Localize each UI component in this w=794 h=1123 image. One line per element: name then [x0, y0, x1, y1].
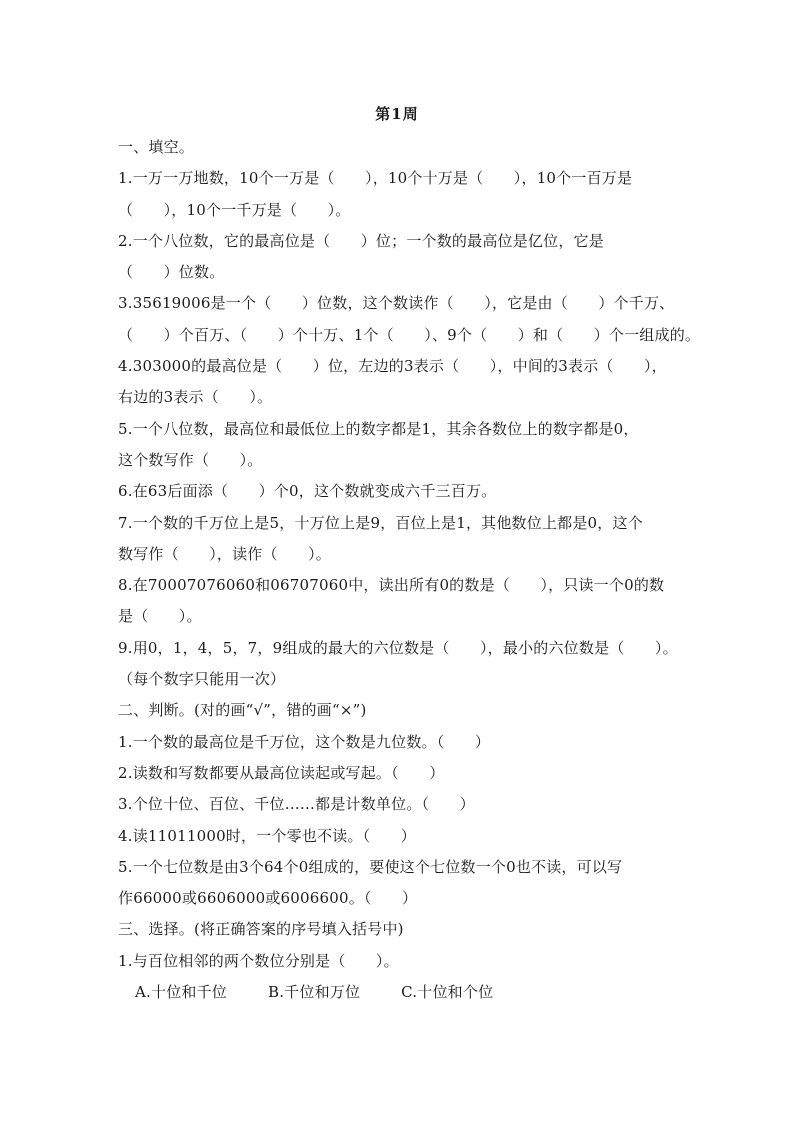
question-line: 4.303000的最高位是（ ）位，左边的3表示（ ），中间的3表示（ ），	[118, 357, 667, 376]
section-heading-choice: 三、选择。(将正确答案的序号填入括号中)	[118, 920, 404, 939]
option-a: A.十位和千位	[135, 983, 228, 1002]
question-line: 3.个位十位、百位、千位……都是计数单位。（ ）	[118, 795, 475, 814]
question-line: 6.在63后面添（ ）个0，这个数就变成六千三百万。	[118, 482, 497, 501]
question-line: 2.一个八位数，它的最高位是（ ）位；一个数的最高位是亿位，它是	[118, 231, 604, 250]
question-line: 这个数写作（ ）。	[118, 450, 263, 469]
question-line: 右边的3表示（ ）。	[118, 388, 273, 407]
question-line: 是（ ）。	[118, 607, 202, 626]
question-line: 7.一个数的千万位上是5，十万位上是9，百位上是1，其他数位上都是0，这个	[118, 513, 643, 532]
page-title: 第1周	[375, 105, 419, 123]
section-heading-judge: 二、判断。(对的画“√”，错的画“×”)	[118, 701, 367, 720]
section-heading-fill-blank: 一、填空。	[118, 138, 195, 156]
question-line: 5.一个八位数，最高位和最低位上的数字都是1，其余各数位上的数字都是0，	[118, 419, 639, 438]
question-line: 数写作（ ），读作（ ）。	[118, 544, 332, 563]
worksheet-content	[118, 132, 701, 1008]
question-line: （ ），10个一千万是（ ）。	[118, 200, 351, 219]
question-line: （ ）位数。	[118, 263, 225, 282]
question-line: 1.与百位相邻的两个数位分别是（ ）。	[118, 951, 399, 970]
question-line: 2.读数和写数都要从最高位读起或写起。（ ）	[118, 763, 445, 782]
answer-options	[118, 977, 688, 1008]
question-line: 1.一个数的最高位是千万位，这个数是九位数。（ ）	[118, 732, 491, 751]
option-b: B.千位和万位	[267, 983, 361, 1002]
question-line: 9.用0，1，4，5，7，9组成的最大的六位数是（ ），最小的六位数是（ ）。	[118, 638, 678, 657]
question-line: 3.35619006是一个（ ）位数，这个数读作（ ），它是由（ ）个千万、	[118, 294, 675, 313]
question-line: 5.一个七位数是由3个64个0组成的，要使这个七位数一个0也不读，可以写	[118, 857, 623, 876]
question-line: （ ）个百万、（ ）个十万、1个（ ）、9个（ ）和（ ）个一组成的。	[118, 325, 701, 344]
question-line: 4.读11011000时，一个零也不读。（ ）	[118, 826, 416, 845]
question-line: 1.一万一万地数，10个一万是（ ），10个十万是（ ），10个一百万是	[118, 169, 633, 188]
question-line: 作66000或6606000或6006600。（ ）	[118, 889, 418, 908]
question-line: （每个数字只能用一次）	[118, 670, 286, 689]
question-line: 8.在70007076060和06707060中，读出所有0的数是（ ），只读一个0的数	[118, 576, 665, 595]
option-c: C.十位和个位	[401, 983, 494, 1002]
